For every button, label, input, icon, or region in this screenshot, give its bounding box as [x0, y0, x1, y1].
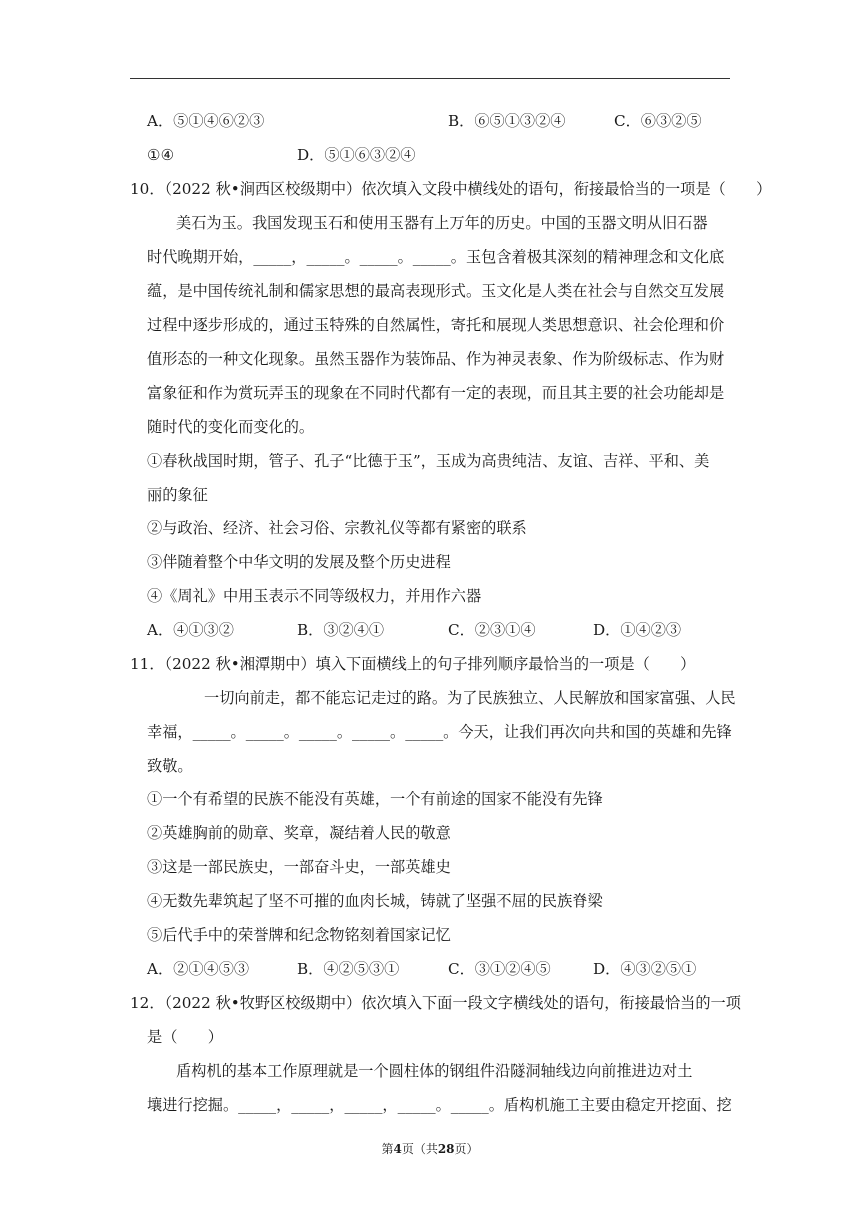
q11-passage-line: 致敬。: [147, 757, 193, 775]
q12-stem-continued: 是（ ）: [147, 1028, 223, 1046]
q10-passage-line: 随时代的变化而变化的。: [147, 418, 315, 436]
total-page-count: 28: [437, 1142, 455, 1156]
q10-passage-line: 富象征和作为赏玩弄玉的现象在不同时代都有一定的表现，而且其主要的社会功能却是: [147, 384, 725, 402]
q10-passage-line: 过程中逐步形成的，通过玉特殊的自然属性，寄托和展现人类思想意识、社会伦理和价: [147, 316, 725, 334]
q9-option-b: B．⑥⑤①③②④: [448, 112, 566, 130]
q11-item-5: ⑤后代手中的荣誉牌和纪念物铭刻着国家记忆: [147, 926, 451, 944]
q10-stem: 10．（2022 秋•涧西区校级期中）依次填入文段中横线处的语句，衔接最恰当的一项是（ ）: [130, 180, 772, 198]
q11-option-c: C．③①②④⑤: [448, 960, 551, 978]
q11-item-3: ③这是一部民族史，一部奋斗史，一部英雄史: [147, 858, 451, 876]
q10-passage-line: 蕴，是中国传统礼制和儒家思想的最高表现形式。玉文化是人类在社会与自然交互发展: [147, 282, 725, 300]
current-page-number: 4: [393, 1142, 402, 1156]
q12-passage-line: 壤进行挖掘。_____，_____，_____，_____。_____。盾构机施工主要由稳定开挖面、挖: [147, 1096, 732, 1114]
q11-option-d: D．④③②⑤①: [593, 960, 697, 978]
q10-item-1: ①春秋战国时期，管子、孔子“比德于玉”，玉成为高贵纯洁、友谊、吉祥、平和、美: [147, 452, 710, 470]
q11-item-1: ①一个有希望的民族不能没有英雄，一个有前途的国家不能没有先锋: [147, 790, 603, 808]
q10-passage-line: 时代晚期开始，_____，_____。_____。_____。玉包含着极其深刻的精神理念和文化底: [147, 248, 725, 266]
q10-item-2: ②与政治、经济、社会习俗、宗教礼仪等都有紧密的联系: [147, 519, 527, 537]
q9-option-c: C．⑥③②⑤: [614, 112, 702, 130]
q10-item-3: ③伴随着整个中华文明的发展及整个历史进程: [147, 553, 451, 571]
q10-item-1-continued: 丽的象征: [147, 486, 208, 504]
q10-passage-line: 美石为玉。我国发现玉石和使用玉器有上万年的历史。中国的玉器文明从旧石器: [176, 214, 708, 232]
q10-option-d: D．①④②③: [593, 621, 682, 639]
q10-option-b: B．③②④①: [297, 621, 385, 639]
footer-prefix: 第: [381, 1142, 394, 1156]
q10-option-a: A．④①③②: [147, 621, 234, 639]
page-footer: [0, 1141, 860, 1157]
q9-option-c-continued: ①④: [147, 146, 175, 164]
header-rule: [130, 78, 730, 79]
q9-option-a: A．⑤①④⑥②③: [147, 112, 265, 130]
q10-option-c: C．②③①④: [448, 621, 536, 639]
q11-passage-line: 幸福，_____。_____。_____。_____。_____。今天，让我们再次向共和国的英雄和先锋: [147, 723, 732, 741]
footer-suffix: 页）: [454, 1142, 479, 1156]
q11-option-b: B．④②⑤③①: [297, 960, 400, 978]
q12-passage-line: 盾构机的基本工作原理就是一个圆柱体的钢组件沿隧洞轴线边向前推进边对土: [176, 1062, 693, 1080]
q11-stem: 11．（2022 秋•湘潭期中）填入下面横线上的句子排列顺序最恰当的一项是（ ）: [130, 655, 696, 673]
q10-passage-line: 值形态的一种文化现象。虽然玉器作为装饰品、作为神灵表象、作为阶级标志、作为财: [147, 350, 725, 368]
q10-item-4: ④《周礼》中用玉表示不同等级权力，并用作六器: [147, 587, 482, 605]
q9-option-d: D．⑤①⑥③②④: [297, 146, 416, 164]
q12-stem: 12．（2022 秋•牧野区校级期中）依次填入下面一段文字横线处的语句，衔接最恰当的一项: [130, 994, 741, 1012]
q11-option-a: A．②①④⑤③: [147, 960, 250, 978]
footer-middle: 页（共: [401, 1142, 438, 1156]
q11-passage-line: 一切向前走，都不能忘记走过的路。为了民族独立、人民解放和国家富强、人民: [204, 689, 736, 707]
q11-item-4: ④无数先辈筑起了坚不可摧的血肉长城，铸就了坚强不屈的民族脊梁: [147, 892, 603, 910]
q11-item-2: ②英雄胸前的勋章、奖章，凝结着人民的敬意: [147, 824, 451, 842]
